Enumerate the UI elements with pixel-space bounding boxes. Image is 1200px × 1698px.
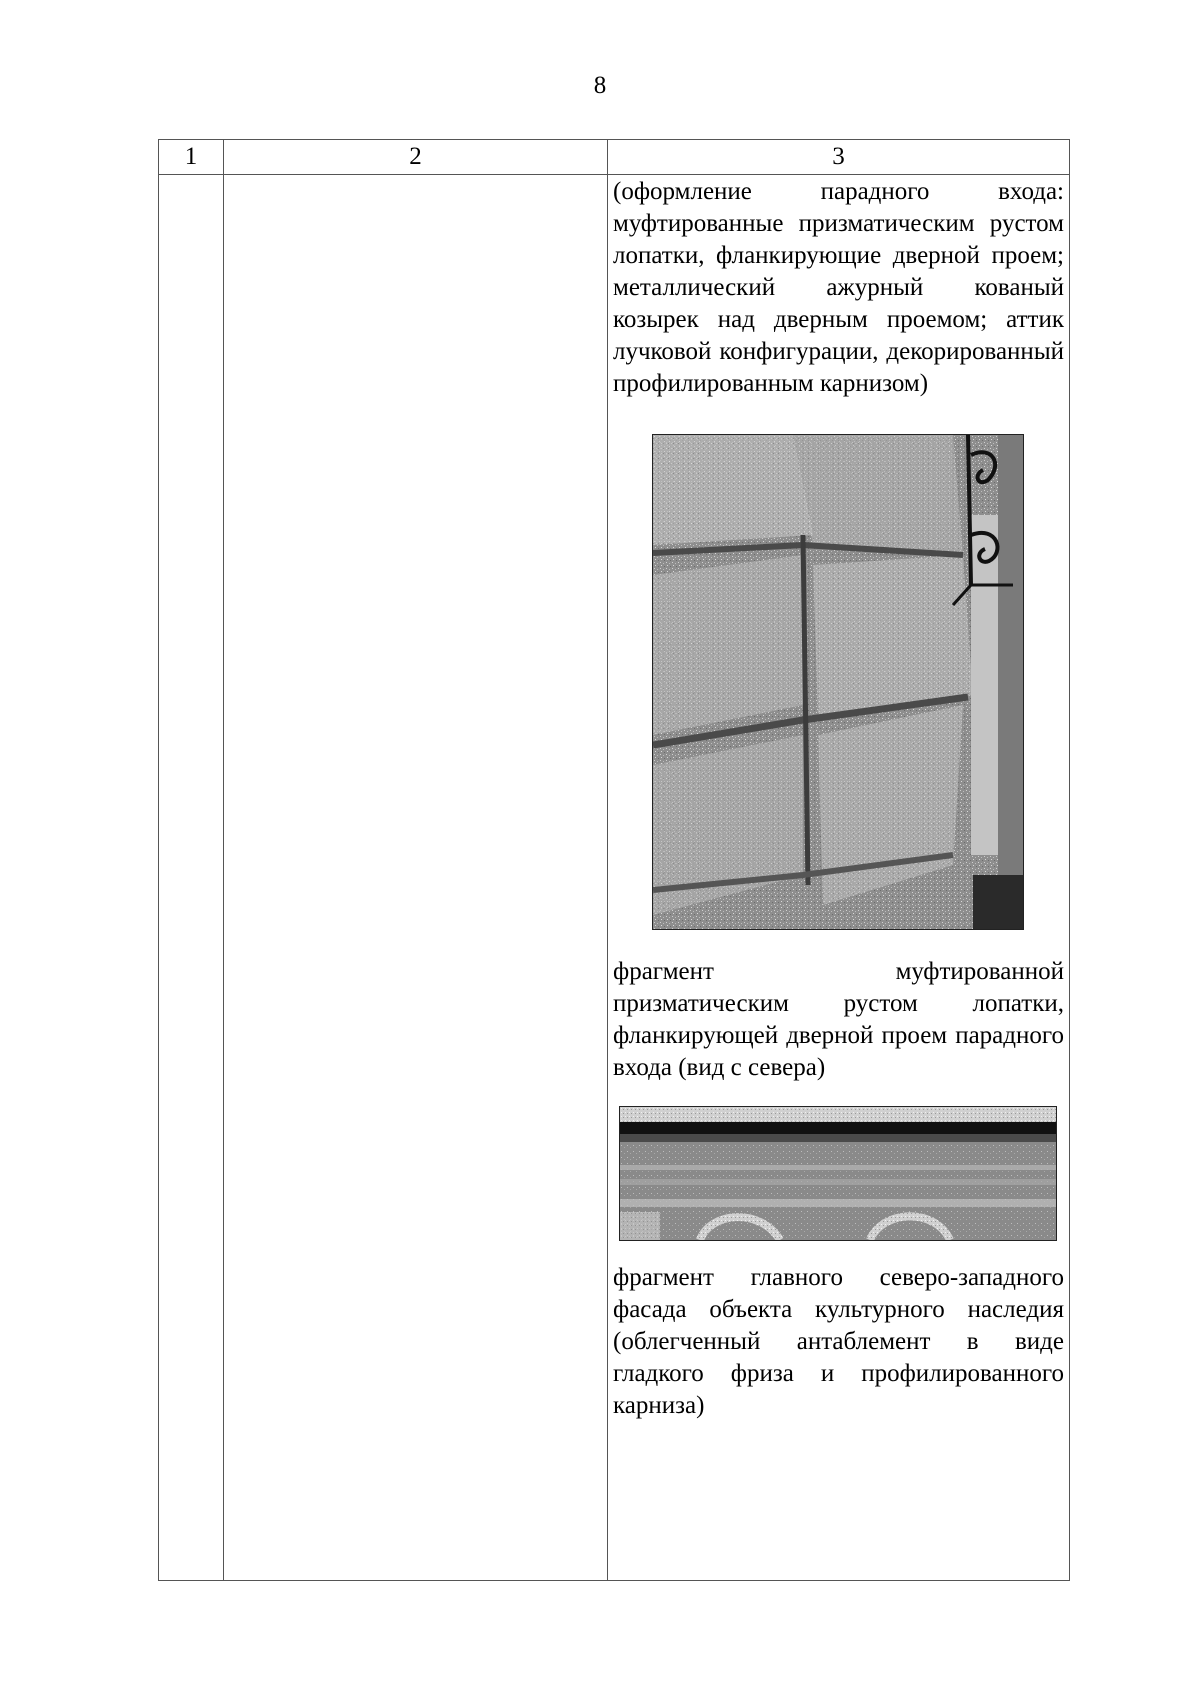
data-table [158,139,1070,1581]
facade-photo-caption: фрагмент главного северо-западного фасада объекта культурного наследия (облегченный антаблемент в виде гладкого фриза и профилированного карниза) [613,1264,1064,1419]
table-border-right [1069,139,1070,1581]
column-header-2: 2 [409,143,422,170]
photo-pilaster-fragment [652,434,1024,930]
cell-col1 [159,175,223,1580]
entablature-photo-image [620,1107,1056,1240]
pilaster-photo-caption: фрагмент муфтированной призматическим рустом лопатки, фланкирующей дверной проем парадного входа (вид с севера) [613,958,1064,1081]
pilaster-photo-image [653,435,1023,929]
table-border-bottom [158,1580,1070,1581]
entrance-description: (оформление парадного входа: муфтированные призматическим рустом лопатки, фланкирующие дверной проем; металлический ажурный кованый козырек над дверным проемом; аттик лучковой конфигурации, декорированный профилированным карнизом) [613,178,1064,397]
column-separator-2 [607,139,608,1581]
photo-facade-entablature-fragment [619,1106,1057,1241]
column-header-3: 3 [832,143,845,170]
cell-col2 [224,175,607,1580]
page-number: 8 [593,72,607,99]
column-header-1: 1 [184,143,198,170]
